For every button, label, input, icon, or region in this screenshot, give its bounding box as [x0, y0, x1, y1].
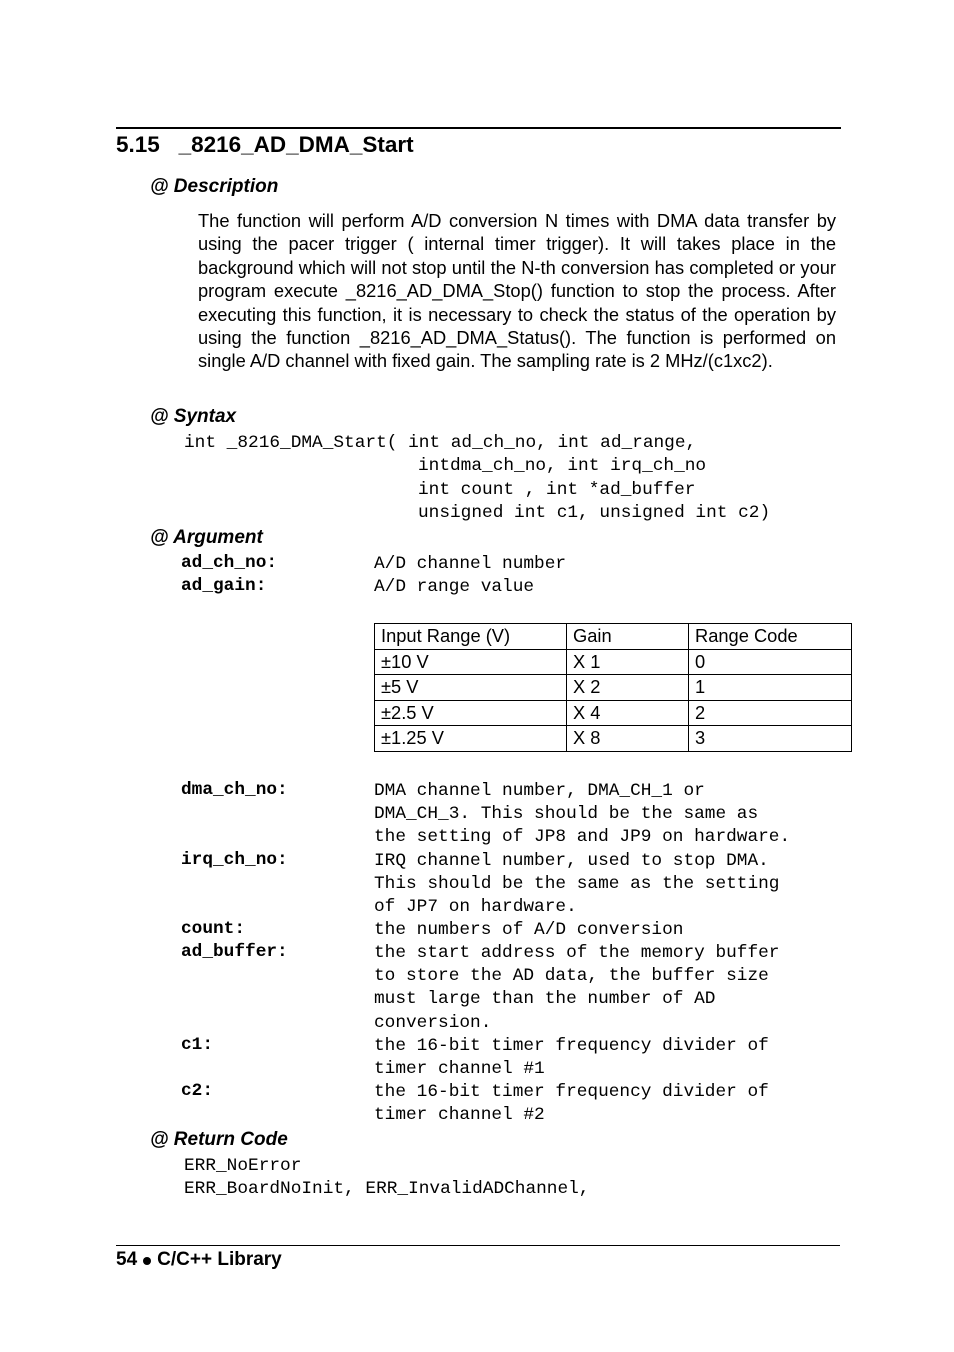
section-name: _8216_AD_DMA_Start — [178, 132, 414, 157]
table-cell: ±2.5 V — [375, 700, 567, 726]
arg-c2-name: c2: — [181, 1081, 214, 1101]
section-title — [116, 132, 414, 158]
syntax-line-4: unsigned int c1, unsigned int c2) — [418, 503, 771, 523]
description-text: The function will perform A/D conversion N times with DMA data transfer by using the pacer trigger ( internal timer trigger). It will takes place in the background which will not stop until the N-th conversion has completed or your program execute _8216_AD_DMA_Stop() function to stop the process. After executing this function, it is necessary to check the status of the operation by using the function _8216_AD_DMA_Status(). The function is performed on single A/D channel with fixed gain. The sampling rate is 2 MHz/(c1xc2). — [198, 210, 836, 372]
arg-dma-ch-no-name: dma_ch_no: — [181, 780, 288, 800]
table-header-cell: Range Code — [689, 624, 852, 650]
bullet-icon — [143, 1257, 151, 1265]
table-cell: X 4 — [567, 700, 689, 726]
syntax-line-1: int _8216_DMA_Start( int ad_ch_no, int ad_range, — [184, 433, 697, 453]
return-code-line-2: ERR_BoardNoInit, ERR_InvalidADChannel, — [184, 1179, 590, 1199]
arg-count-desc: the numbers of A/D conversion — [374, 920, 684, 940]
arg-count-name: count: — [181, 919, 246, 939]
return-code-heading: @ Return Code — [150, 1129, 288, 1150]
table-cell: X 1 — [567, 649, 689, 675]
return-code-line-1: ERR_NoError — [184, 1156, 302, 1176]
table-cell: X 2 — [567, 675, 689, 701]
syntax-line-2: intdma_ch_no, int irq_ch_no — [418, 456, 707, 476]
table-cell: 3 — [689, 726, 852, 752]
arg-ad-ch-no-desc: A/D channel number — [374, 554, 567, 574]
arg-ad-ch-no-name: ad_ch_no: — [181, 553, 278, 573]
arg-c1-desc: the 16-bit timer frequency divider of timer channel #1 — [374, 1036, 769, 1080]
page-number: 54 — [116, 1249, 138, 1270]
arg-c2-desc: the 16-bit timer frequency divider of timer channel #2 — [374, 1082, 769, 1126]
description-heading: @ Description — [150, 176, 279, 197]
table-cell: 0 — [689, 649, 852, 675]
arg-c1-name: c1: — [181, 1035, 214, 1055]
page-footer — [116, 1249, 282, 1271]
table-header-cell: Input Range (V) — [375, 624, 567, 650]
syntax-heading: @ Syntax — [150, 406, 237, 427]
arg-ad-gain-name: ad_gain: — [181, 576, 267, 596]
table-cell: 2 — [689, 700, 852, 726]
arg-ad-buffer-desc: the start address of the memory buffer to store the AD data, the buffer size must large than the number of AD conversion. — [374, 943, 780, 1033]
table-cell: ±1.25 V — [375, 726, 567, 752]
table-cell: X 8 — [567, 726, 689, 752]
table-header-cell: Gain — [567, 624, 689, 650]
table-row — [375, 726, 852, 752]
arg-ad-gain-desc: A/D range value — [374, 577, 535, 597]
argument-heading: @ Argument — [150, 527, 263, 548]
arg-irq-ch-no-desc: IRQ channel number, used to stop DMA. This should be the same as the setting of JP7 on hardware. — [374, 851, 780, 918]
table-row — [375, 675, 852, 701]
table-header-row — [375, 624, 852, 650]
table-cell: ±10 V — [375, 649, 567, 675]
range-table — [374, 623, 852, 752]
footer-title: C/C++ Library — [157, 1249, 282, 1270]
table-row — [375, 700, 852, 726]
arg-irq-ch-no-name: irq_ch_no: — [181, 850, 288, 870]
table-cell: ±5 V — [375, 675, 567, 701]
table-row — [375, 649, 852, 675]
arg-dma-ch-no-desc: DMA channel number, DMA_CH_1 or DMA_CH_3. This should be the same as the setting of JP8 and JP9 on hardware. — [374, 781, 791, 848]
section-number: 5.15 — [116, 132, 160, 157]
top-rule — [116, 127, 841, 129]
arg-ad-buffer-name: ad_buffer: — [181, 942, 288, 962]
bottom-rule — [116, 1245, 840, 1246]
table-cell: 1 — [689, 675, 852, 701]
syntax-line-3: int count , int *ad_buffer — [418, 480, 696, 500]
